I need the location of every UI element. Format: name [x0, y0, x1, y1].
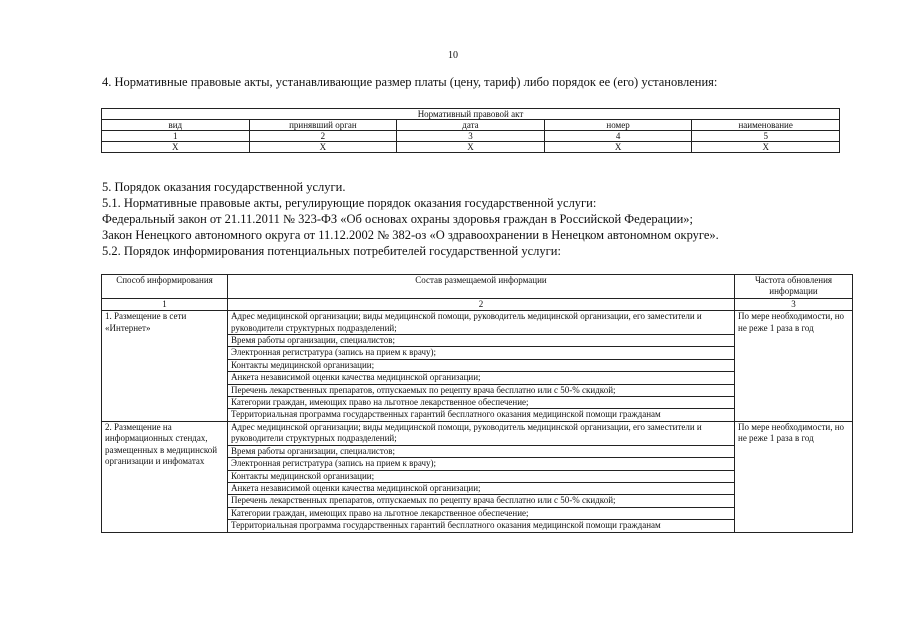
info-line: Контакты медицинской организации;: [228, 359, 734, 371]
table2-number-cell: 1: [102, 298, 228, 310]
table2-number-cell: 2: [228, 298, 735, 310]
table2-number-row: [102, 298, 853, 310]
info-line: Категории граждан, имеющих право на льготное лекарственное обеспечение;: [228, 396, 734, 408]
table1-cell: Х: [102, 142, 250, 153]
info-line: Контакты медицинской организации;: [228, 470, 734, 482]
table2-number-cell: 3: [735, 298, 853, 310]
table-row: [102, 311, 853, 422]
table-row: [102, 421, 853, 532]
info-line: Электронная регистратура (запись на прием к врачу);: [228, 346, 734, 358]
info-line: Электронная регистратура (запись на прием к врачу);: [228, 457, 734, 469]
table1-header-cell: дата: [397, 120, 545, 131]
table1-header-cell: вид: [102, 120, 250, 131]
info-line: Перечень лекарственных препаратов, отпускаемых по рецепту врача бесплатно или с 50-% скидкой;: [228, 494, 734, 506]
section5-line5: 5.2. Порядок информирования потенциальных потребителей государственной услуги:: [102, 244, 561, 258]
table1-number-cell: 5: [692, 131, 840, 142]
table2-header-cell: Способ информирования: [102, 275, 228, 299]
info-line: Время работы организации, специалистов;: [228, 334, 734, 346]
info-line: Адрес медицинской организации; виды медицинской помощи, руководитель медицинской организации, его заместители и руководители структурных подразделений;: [231, 421, 702, 444]
section4-heading: 4. Нормативные правовые акты, устанавливающие размер платы (цену, тариф) либо порядок ее (его) установления:: [102, 75, 718, 89]
table1-header-cell: принявший орган: [249, 120, 397, 131]
frequency-cell: По мере необходимости, но не реже 1 раза в год: [735, 311, 853, 422]
info-line: Категории граждан, имеющих право на льготное лекарственное обеспечение;: [228, 507, 734, 519]
table1-number-row: [102, 131, 840, 142]
table1-cell: Х: [249, 142, 397, 153]
method-cell: 1. Размещение в сети «Интернет»: [102, 311, 228, 422]
table1-caption: Нормативный правовой акт: [102, 109, 840, 120]
section5-line2: 5.1. Нормативные правовые акты, регулирующие порядок оказания государственной услуги:: [102, 196, 597, 210]
table2-header-cell: Частота обновления информации: [735, 275, 853, 299]
info-line: Анкета независимой оценки качества медицинской организации;: [228, 482, 734, 494]
frequency-cell: По мере необходимости, но не реже 1 раза в год: [735, 421, 853, 532]
regulatory-acts-table: [101, 108, 840, 153]
table2-header-cell: Состав размещаемой информации: [228, 275, 735, 299]
info-line: Территориальная программа государственных гарантий бесплатного оказания медицинской помощи гражданам: [228, 519, 734, 531]
page-number: 10: [448, 50, 458, 61]
table-row: [102, 142, 840, 153]
info-cell: [228, 311, 735, 422]
table1-cell: Х: [397, 142, 545, 153]
info-line: Адрес медицинской организации; виды медицинской помощи, руководитель медицинской организации, его заместители и руководители структурных подразделений;: [231, 311, 702, 333]
info-line: Перечень лекарственных препаратов, отпускаемых по рецепту врача бесплатно или с 50-% скидкой;: [228, 384, 734, 396]
table2-header-row: [102, 275, 853, 299]
section5-line4: Закон Ненецкого автономного округа от 11.12.2002 № 382-оз «О здравоохранении в Ненецком автономном округе».: [102, 228, 719, 242]
information-table: [101, 274, 853, 533]
table1-number-cell: 1: [102, 131, 250, 142]
info-line: Анкета независимой оценки качества медицинской организации;: [228, 371, 734, 383]
info-line: Территориальная программа государственных гарантий бесплатного оказания медицинской помощи гражданам: [228, 408, 734, 420]
table1-cell: Х: [544, 142, 692, 153]
table1-cell: Х: [692, 142, 840, 153]
info-cell: [228, 421, 735, 532]
table1-header-cell: номер: [544, 120, 692, 131]
table1-number-cell: 3: [397, 131, 545, 142]
table1-number-cell: 4: [544, 131, 692, 142]
info-line: Время работы организации, специалистов;: [228, 445, 734, 457]
method-cell: 2. Размещение на информационных стендах, размещенных в медицинской организации и инфоматах: [102, 421, 228, 532]
table1-number-cell: 2: [249, 131, 397, 142]
section5-line3: Федеральный закон от 21.11.2011 № 323-ФЗ «Об основах охраны здоровья граждан в Российской Федерации»;: [102, 212, 694, 226]
table1-header-cell: наименование: [692, 120, 840, 131]
section5-line1: 5. Порядок оказания государственной услуги.: [102, 180, 346, 194]
table1-header-row: [102, 120, 840, 131]
